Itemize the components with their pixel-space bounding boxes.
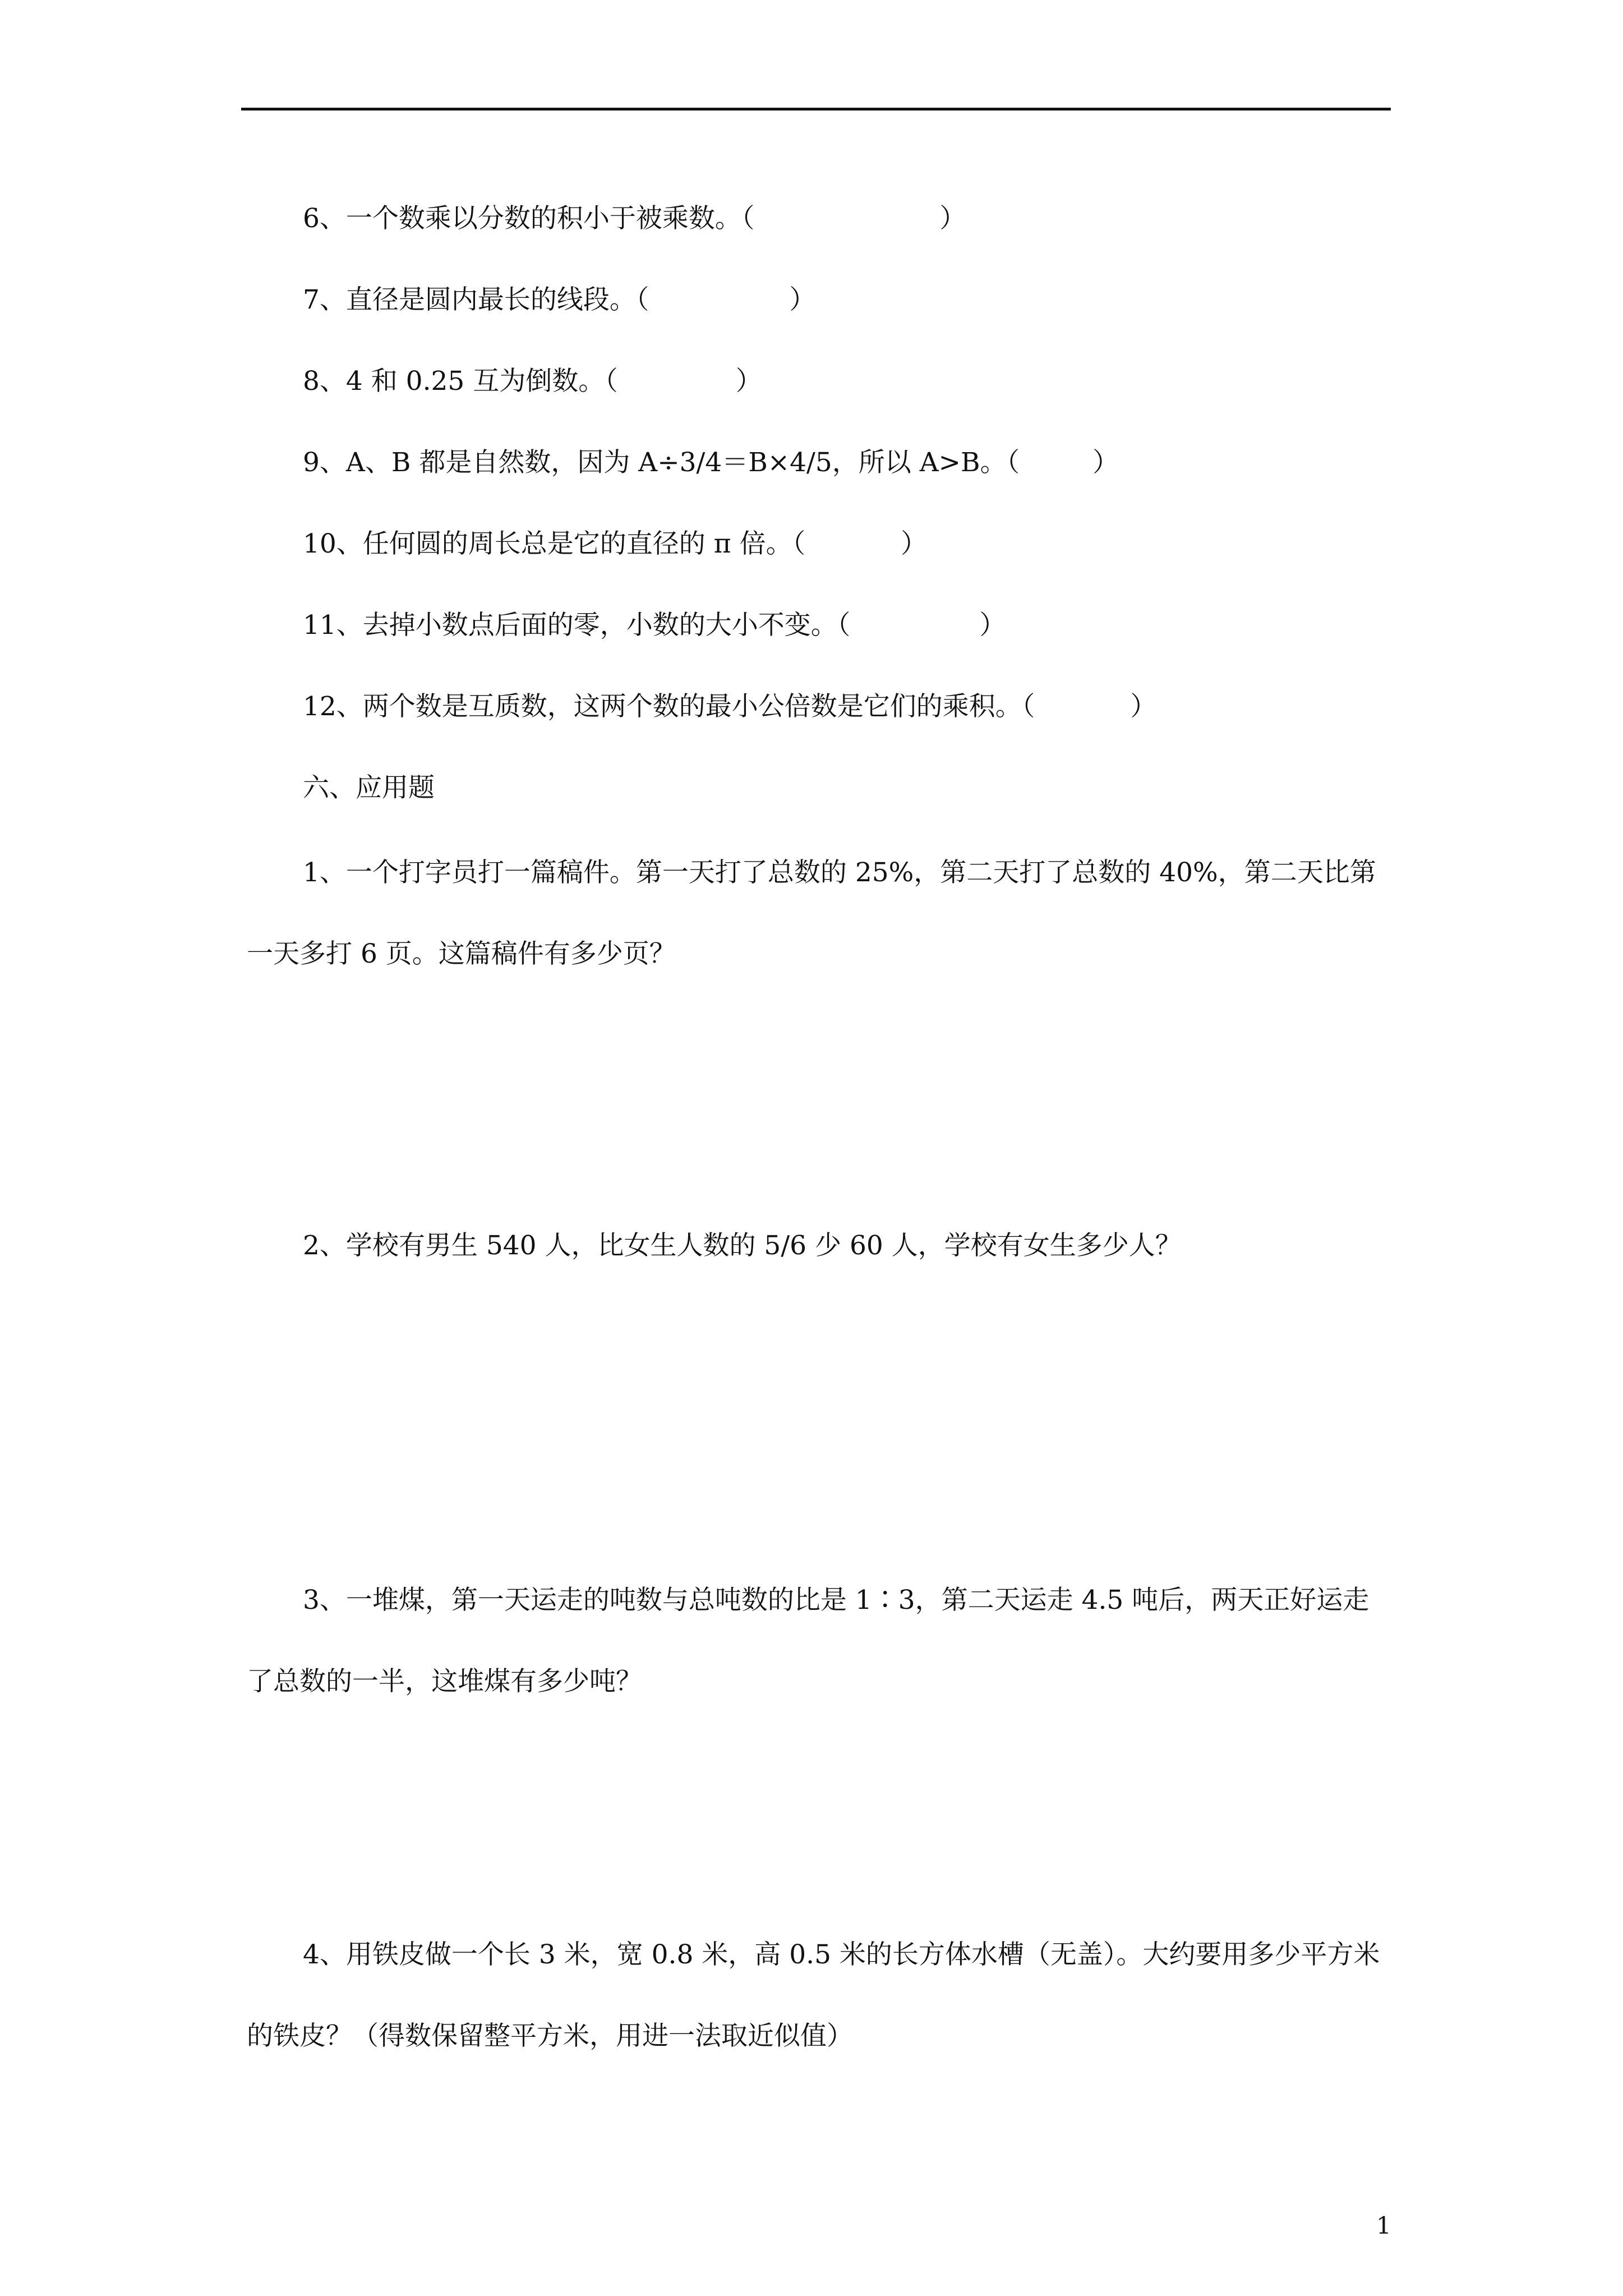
judgement-item-7	[303, 283, 815, 317]
judgement-item-close: ）	[939, 203, 966, 234]
judgement-item-text: 6、一个数乘以分数的积小于被乘数。（	[303, 203, 755, 234]
judgement-item-9	[303, 446, 1119, 480]
judgement-item-close: ）	[979, 610, 1006, 641]
judgement-item-12	[303, 690, 1156, 724]
judgement-item-10	[303, 527, 927, 561]
judgement-item-text: 10、任何圆的周长总是它的直径的 π 倍。（	[303, 528, 806, 559]
problem-1: 1、一个打字员打一篇稿件。第一天打了总数的 25%，第二天打了总数的 40%，第二天比第一天多打 6 页。这篇稿件有多少页？	[247, 857, 1376, 969]
judgement-item-text: 11、去掉小数点后面的零，小数的大小不变。（	[303, 610, 851, 641]
judgement-item-text: 12、两个数是互质数，这两个数的最小公倍数是它们的乘积。（	[303, 691, 1035, 722]
header-rule	[241, 108, 1391, 111]
problem-4: 4、用铁皮做一个长 3 米，宽 0.8 米，高 0.5 米的长方体水槽（无盖）。大约要用多少平方米的铁皮？（得数保留整平方米，用进一法取近似值）	[247, 1939, 1380, 2051]
judgement-item-6	[303, 202, 966, 236]
problem-2: 2、学校有男生 540 人，比女生人数的 5/6 少 60 人，学校有女生多少人？	[303, 1230, 1182, 1261]
judgement-item-text: 7、直径是圆内最长的线段。（	[303, 284, 649, 315]
problem-3: 3、一堆煤，第一天运走的吨数与总吨数的比是 1∶3，第二天运走 4.5 吨后，两天正好运走了总数的一半，这堆煤有多少吨？	[247, 1585, 1370, 1697]
judgement-item-8	[303, 365, 762, 398]
page-number: 1	[1376, 2212, 1391, 2239]
judgement-item-11	[303, 609, 1006, 642]
judgement-item-close: ）	[1130, 691, 1157, 722]
judgement-item-close: ）	[735, 366, 762, 397]
judgement-item-close: ）	[789, 284, 816, 315]
judgement-item-text: 8、4 和 0.25 互为倒数。（	[303, 366, 618, 397]
judgement-item-text: 9、A、B 都是自然数，因为 A÷3/4＝B×4/5，所以 A>B。（	[303, 447, 1020, 478]
judgement-item-close: ）	[1092, 447, 1119, 478]
judgement-item-close: ）	[901, 528, 928, 559]
section-title: 六、应用题	[303, 772, 435, 803]
